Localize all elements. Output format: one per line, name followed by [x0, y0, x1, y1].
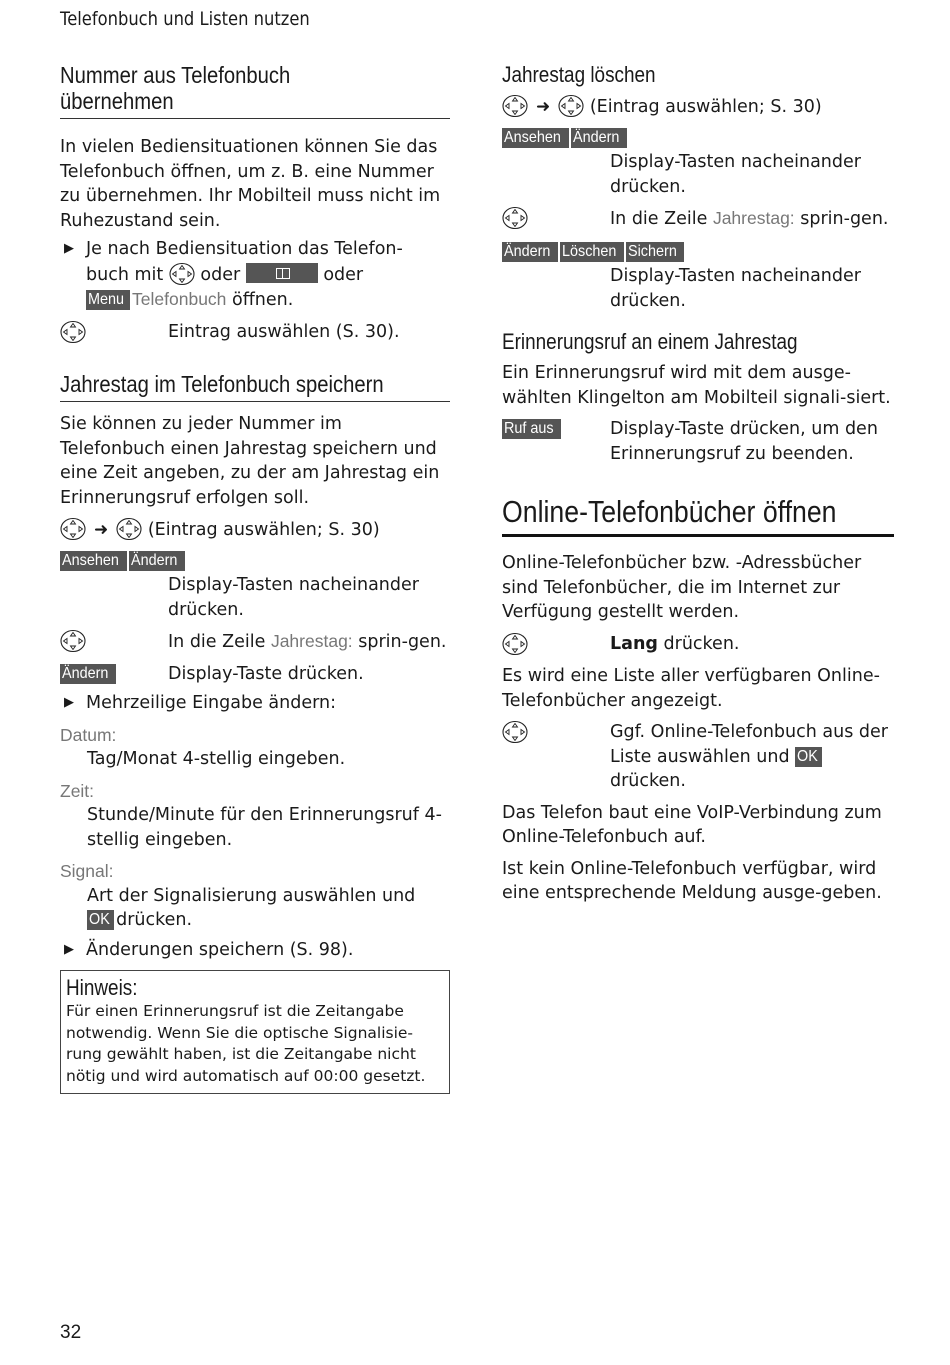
- section-title-line: Nummer aus Telefonbuch: [60, 62, 291, 88]
- desc-zeit: Stunde/Minute für den Erinnerungsruf 4-stellig eingeben.: [87, 805, 442, 850]
- step-text: Display-Tasten nacheinander drücken.: [168, 575, 419, 620]
- nav-sequence: [60, 517, 450, 543]
- arrow-right-icon: ➜: [94, 520, 109, 540]
- nav-text: (Eintrag auswählen; S. 30): [589, 97, 822, 117]
- desc-signal: [60, 884, 450, 933]
- paragraph-voip: Das Telefon baut eine VoIP-Verbindung zum Online-Telefonbuch auf.: [502, 802, 882, 847]
- step-text: Display-Taste drücken, um den Erinnerungsruf zu beenden.: [610, 419, 878, 464]
- field-jahrestag: Jahrestag:: [712, 208, 795, 228]
- paragraph-erinnerungsruf: Ein Erinnerungsruf wird mit dem ausge-wählten Klingelton am Mobilteil signali-siert.: [502, 363, 891, 408]
- step-select-online: [502, 720, 894, 794]
- label-zeit: Zeit:: [60, 780, 95, 801]
- softkey-aendern: Ändern: [571, 128, 627, 148]
- text: Mehrzeilige Eingabe ändern:: [86, 693, 336, 713]
- navigation-key-icon: [502, 94, 528, 118]
- softkey-sichern: Sichern: [626, 242, 684, 262]
- text: sprin-gen.: [800, 209, 889, 229]
- label-signal: Signal:: [60, 861, 114, 881]
- softkey-ok: OK: [795, 747, 822, 767]
- paragraph-list: Es wird eine Liste aller verfügbaren Online-Telefonbücher angezeigt.: [502, 666, 880, 711]
- paragraph-intro-jahrestag: Sie können zu jeder Nummer im Telefonbuch einen Jahrestag speichern und eine Zeit angeben, zu der am Jahrestag ein Erinnerungsruf erfolgen soll.: [60, 414, 440, 508]
- step-text: Display-Taste drücken.: [168, 663, 364, 684]
- note-text: Für einen Erinnerungsruf ist die Zeitangabe notwendig. Wenn Sie die optische Signalisie-rung gewählt haben, ist die Zeitangabe nicht nötig und wird automatisch auf 00:00 gesetzt.: [66, 1002, 426, 1085]
- step-text: Display-Tasten nacheinander drücken.: [610, 152, 861, 197]
- text: Ggf. Online-Telefonbuch aus der Liste auswählen und: [610, 722, 888, 767]
- nav-sequence: [502, 94, 894, 120]
- step-jump-line: [502, 206, 894, 232]
- section-title-online: Online-Telefonbücher öffnen: [502, 494, 894, 537]
- step-text: Display-Tasten nacheinander drücken.: [610, 266, 861, 311]
- softkey-aendern: Ändern: [502, 242, 558, 262]
- softkey-ruf-aus: Ruf aus: [502, 419, 561, 439]
- section-title-line: Jahrestag im Telefonbuch speichern: [60, 371, 384, 397]
- bullet-save: [60, 938, 450, 963]
- text: sprin-gen.: [358, 632, 447, 652]
- text: Art der Signalisierung auswählen und: [87, 885, 416, 906]
- step-jump-line: [60, 629, 450, 655]
- section-title-line: übernehmen: [60, 88, 174, 114]
- navigation-key-icon: [558, 94, 584, 118]
- navigation-key-icon: [60, 629, 86, 653]
- phonebook-softkey-icon: [246, 263, 318, 283]
- softkey-row: [60, 549, 450, 574]
- field-jahrestag: Jahrestag:: [270, 631, 353, 651]
- running-header: Telefonbuch und Listen nutzen: [60, 8, 310, 30]
- navigation-key-icon: [502, 720, 528, 744]
- paragraph-online-intro: Online-Telefonbücher bzw. -Adressbücher sind Telefonbücher, die im Internet zur Verfügung gestellt werden.: [502, 553, 862, 622]
- section-title-loeschen: Jahrestag löschen: [502, 62, 656, 87]
- text: buch mit: [86, 264, 164, 285]
- softkey-ok: OK: [87, 910, 114, 930]
- note-title: Hinweis:: [66, 975, 138, 1000]
- step-keys-desc: [502, 150, 894, 199]
- text: In die Zeile: [168, 632, 266, 652]
- text: öffnen.: [232, 290, 294, 310]
- text: drücken.: [610, 771, 686, 791]
- bullet-triangle-icon: ▶: [64, 695, 74, 710]
- menu-item-telefonbuch: Telefonbuch: [132, 289, 227, 309]
- label-datum: Datum:: [60, 724, 117, 745]
- desc-datum: Tag/Monat 4-stellig eingeben.: [87, 749, 346, 769]
- paragraph-none: Ist kein Online-Telefonbuch verfügbar, wird eine entsprechende Meldung ausge-geben.: [502, 858, 882, 903]
- section-title-erinnerungsruf: Erinnerungsruf an einem Jahrestag: [502, 329, 798, 354]
- page-number: 32: [60, 1322, 82, 1343]
- step-aendern: [60, 662, 450, 687]
- navigation-key-icon: [169, 262, 195, 286]
- softkey-ansehen: Ansehen: [60, 551, 127, 571]
- bullet-multiline: [60, 691, 450, 716]
- note-box: [60, 970, 450, 1094]
- step-select-entry: [60, 320, 450, 346]
- step-text: Eintrag auswählen (S. 30).: [168, 321, 400, 342]
- text: Je nach Bediensituation das Telefon-: [86, 239, 403, 259]
- bullet-triangle-icon: ▶: [64, 241, 74, 256]
- softkey-ansehen: Ansehen: [502, 128, 569, 148]
- nav-text: (Eintrag auswählen; S. 30): [147, 520, 380, 540]
- menu-softkey: Menu: [86, 290, 130, 310]
- text: drücken.: [663, 633, 740, 654]
- text: oder: [323, 264, 364, 285]
- text: Änderungen speichern (S. 98).: [86, 939, 354, 960]
- section-title-nummer: [60, 62, 450, 119]
- text: oder: [200, 264, 241, 285]
- text: In die Zeile: [610, 209, 708, 229]
- arrow-right-icon: ➜: [536, 97, 551, 117]
- softkey-aendern: Ändern: [129, 551, 185, 571]
- softkey-row: [502, 240, 894, 265]
- right-column: [502, 62, 894, 906]
- step-lang: [502, 632, 894, 658]
- bullet-open-phonebook: [60, 237, 450, 313]
- softkey-aendern: Ändern: [60, 664, 116, 684]
- navigation-key-icon: [116, 517, 142, 541]
- text: drücken.: [116, 910, 193, 930]
- navigation-key-icon: [60, 320, 86, 344]
- step-ruf-aus: [502, 417, 894, 466]
- softkey-row: [502, 126, 894, 151]
- bullet-triangle-icon: ▶: [64, 941, 74, 957]
- section-title-jahrestag: [60, 371, 450, 402]
- navigation-key-icon: [502, 206, 528, 230]
- softkey-loeschen: Löschen: [560, 242, 625, 262]
- paragraph-intro-nummer: In vielen Bediensituationen können Sie das Telefonbuch öffnen, um z. B. eine Nummer zu übernehmen. Ihr Mobilteil muss nicht im Ruhezustand sein.: [60, 137, 441, 231]
- navigation-key-icon: [60, 517, 86, 541]
- navigation-key-icon: [502, 632, 528, 656]
- step-keys-desc: [60, 573, 450, 622]
- left-column: [60, 62, 450, 1094]
- step-keys-desc: [502, 264, 894, 313]
- key-lang: Lang: [610, 633, 658, 654]
